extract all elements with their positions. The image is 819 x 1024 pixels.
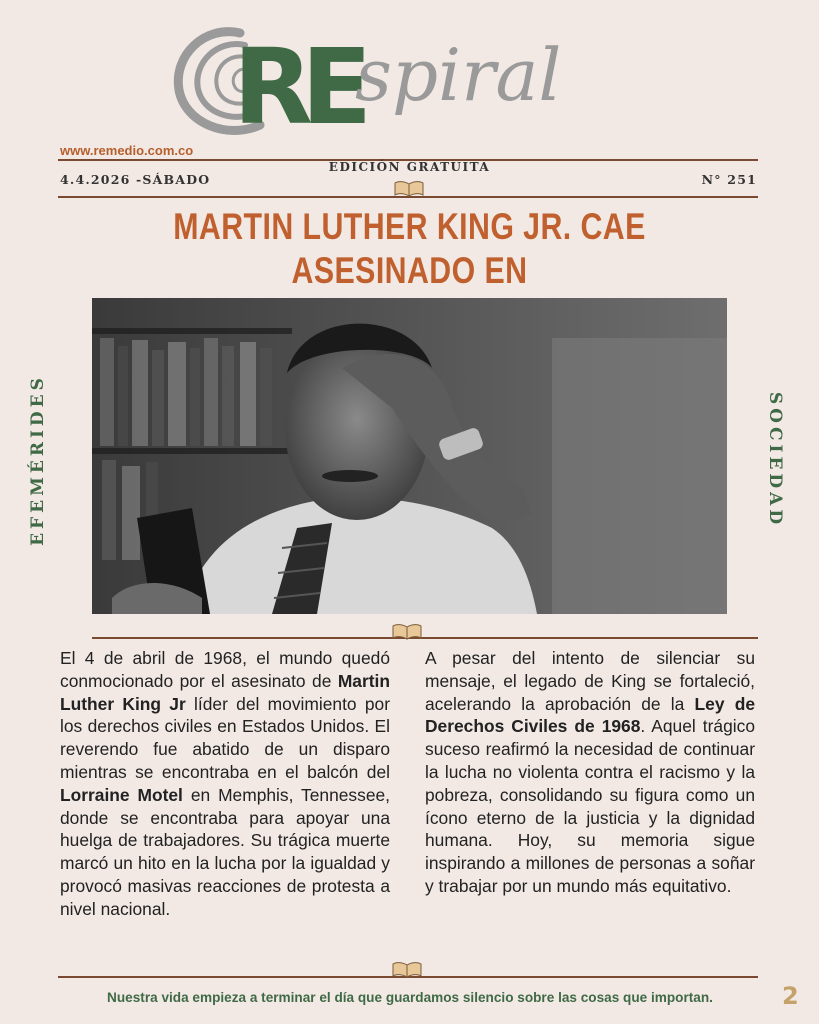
body-top-rule	[92, 637, 758, 639]
left-text-2: líder del movimiento por los derechos civiles en Estados Unidos. El reverendo fue abatido de un disparo mientras se encontraba en el balcón del	[60, 693, 391, 782]
footer-quote: Nuestra vida empieza a terminar el día que guardamos silencio sobre las cosas que importan.	[107, 990, 713, 1005]
logo-prefix: RE	[233, 26, 361, 145]
left-text-1: El 4 de abril de 1968, el mundo quedó conmocionado por el asesinato de	[60, 648, 390, 691]
edition-label: EDICIÓN GRATUITA	[328, 160, 491, 174]
article-photo	[92, 298, 727, 614]
left-bold-motel: Lorraine Motel	[60, 784, 183, 805]
page-number: 2	[782, 982, 799, 1010]
right-text-2: . Aquel trágico suceso reafirmó la necesidad de continuar la lucha no violenta contra el racismo y la pobreza, consolidando su figura como un ícono eterno de la justicia y la dignidad humana. Hoy, su memoria sigue inspirando a millones de personas a soñar y trabajar por un mundo más equitativo.	[425, 716, 755, 896]
article-column-right	[425, 647, 755, 898]
section-label-right: SOCIEDAD	[765, 391, 785, 529]
website-url[interactable]: www.remedio.com.co	[60, 143, 194, 158]
issue-number: N° 251	[701, 172, 757, 187]
open-book-icon	[392, 962, 422, 978]
headline-line-1: MARTIN LUTHER KING JR. CAE ASESINADO EN	[173, 206, 646, 291]
left-bold-name: Martin Luther King Jr	[60, 670, 390, 714]
open-book-icon	[394, 181, 424, 197]
left-text-3: en Memphis, Tennessee, donde se encontraba para apoyar una huelga de trabajadores. Su trágica muerte marcó un hito en la lucha por la igualdad y provocó masivas reacciones de protesta a nivel nacional.	[60, 784, 390, 919]
article-column-left	[60, 647, 390, 921]
logo-suffix: spiral	[355, 33, 562, 117]
section-label-left: EFEMÉRIDES	[28, 374, 48, 546]
respiral-logo	[165, 5, 665, 145]
issue-date: 4.4.2026 -SÁBADO	[60, 172, 211, 187]
right-bold-law: Ley de Derechos Civiles de 1968	[425, 693, 755, 737]
right-text-1: A pesar del intento de silenciar su mensaje, el legado de King se fortaleció, acelerando la aprobación de la	[425, 648, 755, 714]
open-book-icon	[392, 624, 422, 640]
